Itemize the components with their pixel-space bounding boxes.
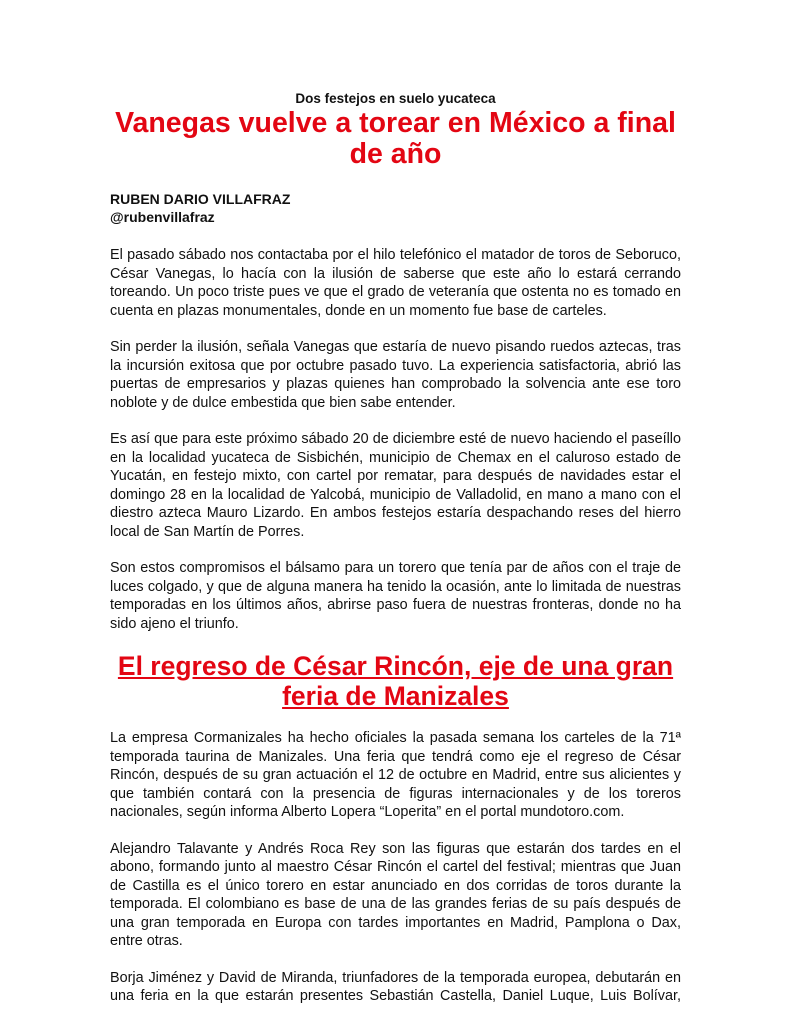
article-kicker: Dos festejos en suelo yucateca — [295, 91, 496, 106]
author-handle: @rubenvillafraz — [110, 209, 215, 225]
paragraph: Es así que para este próximo sábado 20 de diciembre esté de nuevo haciendo el paseíllo en la localidad yucateca de Sisbichén, municipio de Chemax en el caluroso estado de Yucatán, en festejo mixto, con cartel por rematar, para después de navidades estar el domingo 28 en la localidad de Yalcobá, municipio de Valladolid, en mano a mano con el diestro azteca Mauro Lizardo. En ambos festejos estaría despachando reses del hierro local de San Martín de Porres. — [110, 431, 681, 540]
paragraph: Borja Jiménez y David de Miranda, triunfadores de la temporada europea, debutarán en una feria en la que estarán presentes Sebastián Castella, Daniel Luque, Luis Bolívar, — [110, 969, 681, 1004]
paragraph: Alejandro Talavante y Andrés Roca Rey son las figuras que estarán dos tardes en el abono, formando junto al maestro César Rincón el cartel del festival; mientras que Juan de Castilla es el único torero en estar anunciado en dos corridas de toros durante la temporada. El colombiano es base de una de las grandes ferias de su país después de una gran temporada en Europa con tardes importantes en Madrid, Pamplona o Dax, entre otras. — [110, 840, 681, 949]
article-title: Vanegas vuelve a torear en México a final de año — [115, 107, 676, 170]
paragraph: Sin perder la ilusión, señala Vanegas que estaría de nuevo pisando ruedos aztecas, tras la incursión exitosa que por octubre pasado tuvo. La experiencia satisfactoria, abrió las puertas de empresarios y plazas quienes han comprobado la solvencia ante ese toro noblote y de dulce embestida que bien sabe entender. — [110, 339, 681, 411]
paragraph: La empresa Cormanizales ha hecho oficiales la pasada semana los carteles de la 71ª temporada taurina de Manizales. Una feria que tendrá como eje el regreso de César Rincón, después de su gran actuación el 12 de octubre en Madrid, entre sus alicientes y que también contará con la presencia de figuras internacionales y de los toreros nacionales, según informa Alberto Lopera “Loperita” en el portal mundotoro.com. — [110, 730, 681, 820]
second-article-title: El regreso de César Rincón, eje de una gran feria de Manizales — [117, 651, 674, 711]
author-byline — [110, 190, 681, 226]
author-name: RUBEN DARIO VILLAFRAZ — [110, 191, 291, 207]
paragraph: El pasado sábado nos contactaba por el hilo telefónico el matador de toros de Seboruco, César Vanegas, lo hacía con la ilusión de saberse que este año lo estará cerrando toreando. Un poco triste pues ve que el grado de veteranía que ostenta no es tomado en cuenta en plazas monumentales, donde en un momento fue base de carteles. — [110, 247, 681, 319]
paragraph: Son estos compromisos el bálsamo para un torero que tenía par de años con el traje de luces colgado, y que de alguna manera ha tenido la ocasión, ante lo limitada de nuestras temporadas en los últimos años, abrirse paso fuera de nuestras fronteras, donde no ha sido ajeno el triunfo. — [110, 560, 681, 632]
document-page — [110, 90, 681, 1024]
